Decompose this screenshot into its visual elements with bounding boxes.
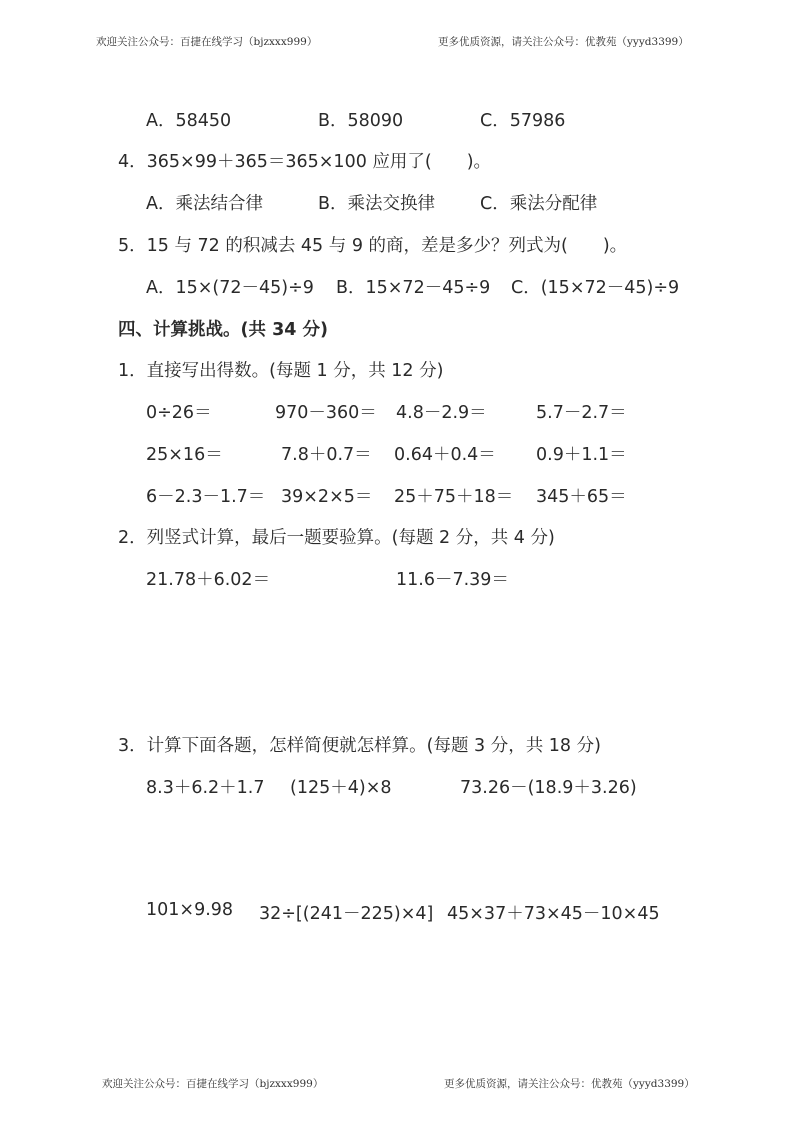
oral-calc-item: 25＋75＋18＝ bbox=[394, 487, 514, 507]
question-5-stem: 5．15 与 72 的积减去 45 与 9 的商，差是多少？列式为( )。 bbox=[118, 236, 628, 256]
oral-calc-item: 0.9＋1.1＝ bbox=[536, 445, 627, 465]
vertical-calc-item: 21.78＋6.02＝ bbox=[146, 570, 271, 590]
oral-calc-item: 4.8－2.9＝ bbox=[396, 403, 487, 423]
part-3-title: 3．计算下面各题，怎样简便就怎样算。(每题 3 分，共 18 分) bbox=[118, 736, 601, 756]
option-c: C．57986 bbox=[480, 111, 566, 131]
option-b: B．58090 bbox=[318, 111, 404, 131]
option-a: A．乘法结合律 bbox=[146, 194, 263, 214]
vertical-calc-item: 11.6－7.39＝ bbox=[396, 570, 509, 590]
header-right: 更多优质资源，请关注公众号：优教苑（yyyd3399） bbox=[438, 36, 689, 48]
oral-calc-item: 39×2×5＝ bbox=[281, 487, 373, 507]
simplify-calc-item: 73.26－(18.9＋3.26) bbox=[460, 778, 637, 798]
oral-calc-item: 5.7－2.7＝ bbox=[536, 403, 627, 423]
option-b: B．乘法交换律 bbox=[318, 194, 436, 214]
option-c: C．乘法分配律 bbox=[480, 194, 598, 214]
option-a: A．15×(72－45)÷9 bbox=[146, 278, 314, 298]
question-4-stem: 4．365×99＋365＝365×100 应用了( )。 bbox=[118, 152, 492, 172]
oral-calc-item: 345＋65＝ bbox=[536, 487, 627, 507]
simplify-calc-item: 45×37＋73×45－10×45 bbox=[447, 904, 660, 924]
simplify-calc-item: 8.3＋6.2＋1.7 bbox=[146, 778, 265, 798]
simplify-calc-item: (125＋4)×8 bbox=[290, 778, 392, 798]
footer-right: 更多优质资源，请关注公众号：优教苑（yyyd3399） bbox=[444, 1078, 695, 1090]
header-left: 欢迎关注公众号：百捷在线学习（bjzxxx999） bbox=[96, 36, 318, 48]
oral-calc-item: 970－360＝ bbox=[275, 403, 377, 423]
part-1-title: 1．直接写出得数。(每题 1 分，共 12 分) bbox=[118, 361, 444, 381]
simplify-calc-item: 101×9.98 bbox=[146, 900, 234, 920]
footer-left: 欢迎关注公众号：百捷在线学习（bjzxxx999） bbox=[102, 1078, 324, 1090]
oral-calc-item: 7.8＋0.7＝ bbox=[281, 445, 372, 465]
option-c: C．(15×72－45)÷9 bbox=[511, 278, 680, 298]
section-title: 四、计算挑战。(共 34 分) bbox=[118, 320, 329, 340]
oral-calc-item: 0÷26＝ bbox=[146, 403, 212, 423]
option-b: B．15×72－45÷9 bbox=[336, 278, 491, 298]
oral-calc-item: 25×16＝ bbox=[146, 445, 223, 465]
oral-calc-item: 6－2.3－1.7＝ bbox=[146, 487, 266, 507]
simplify-calc-item: 32÷[(241－225)×4] bbox=[259, 904, 434, 924]
option-a: A．58450 bbox=[146, 111, 232, 131]
oral-calc-item: 0.64＋0.4＝ bbox=[394, 445, 496, 465]
part-2-title: 2．列竖式计算，最后一题要验算。(每题 2 分，共 4 分) bbox=[118, 528, 555, 548]
